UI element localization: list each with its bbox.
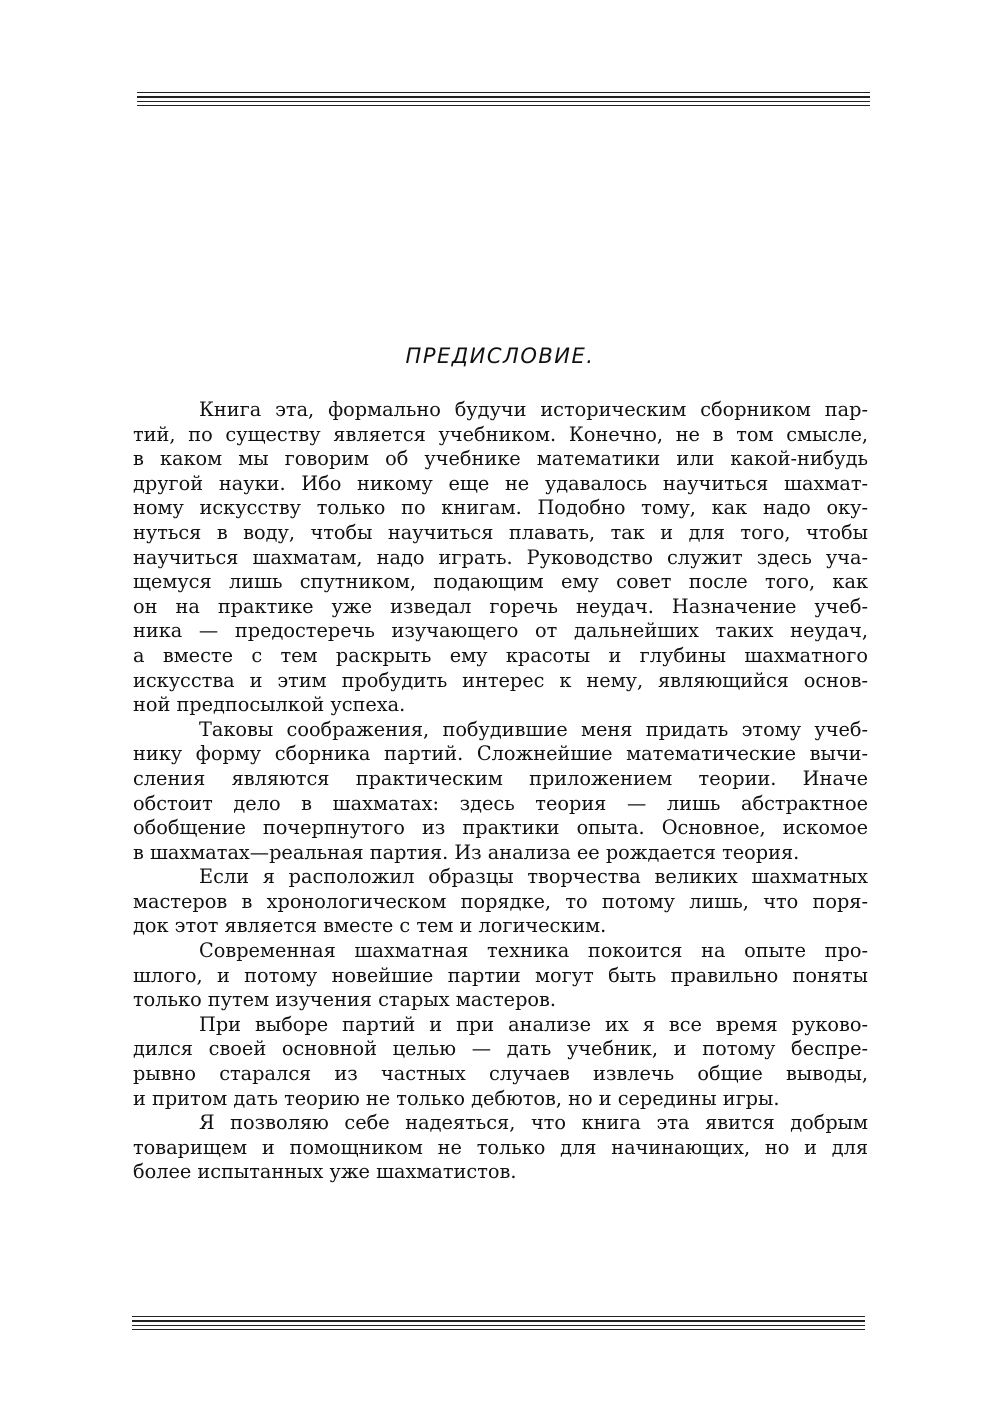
paragraph: [133, 865, 868, 939]
bottom-decorative-rule: [132, 1316, 865, 1333]
text-line: товарищем и помощником не только для начинающих, но и для: [133, 1135, 868, 1159]
text-line: и притом дать теорию не только дебютов, но и середины игры.: [133, 1086, 780, 1110]
text-line: нуться в воду, чтобы научиться плавать, так и для того, чтобы: [133, 520, 868, 544]
rule-line: [132, 1320, 865, 1322]
text-line: тий, по существу является учебником. Конечно, не в том смысле,: [133, 422, 868, 446]
paragraph: [133, 718, 868, 866]
text-line: ному искусству только по книгам. Подобно тому, как надо оку-: [133, 496, 868, 520]
text-line: Книга эта, формально будучи историческим сборником пар-: [199, 398, 868, 421]
text-line: дился своей основной целью — дать учебник, и потому беспре-: [133, 1037, 868, 1061]
text-line: искусства и этим пробудить интерес к нему, являющийся основ-: [133, 668, 868, 692]
text-line: нику форму сборника партий. Сложнейшие математические вычи-: [133, 742, 868, 766]
text-line: ника — предостеречь изучающего от дальнейших таких неудач,: [133, 619, 868, 643]
text-line: ной предпосылкой успеха.: [133, 693, 406, 717]
text-line: шлого, и потому новейшие партии могут быть правильно поняты: [133, 963, 868, 987]
top-decorative-rule: [137, 92, 870, 109]
text-line: обобщение почерпнутого из практики опыта. Основное, искомое: [133, 816, 868, 840]
text-line: обстоит дело в шахматах: здесь теория — лишь абстрактное: [133, 791, 868, 815]
page-title: ПРЕДИСЛОВИЕ.: [405, 344, 595, 368]
text-line: а вместе с тем раскрыть ему красоты и глубины шахматного: [133, 643, 868, 667]
rule-line: [132, 1325, 865, 1326]
text-line: более испытанных уже шахматистов.: [133, 1160, 517, 1184]
paragraph: [133, 1013, 868, 1111]
text-line: При выборе партий и при анализе их я все время руково-: [199, 1012, 868, 1036]
text-line: научиться шахматам, надо играть. Руководство служит здесь уча-: [133, 545, 868, 569]
rule-line: [137, 105, 870, 106]
rule-line: [137, 96, 870, 98]
text-line: щемуся лишь спутником, подающим ему совет после того, как: [133, 570, 868, 594]
text-line: Современная шахматная техника покоится на опыте про-: [199, 939, 868, 963]
text-line: в каком мы говорим об учебнике математики или какой-нибудь: [133, 447, 868, 471]
text-line: сления являются практическим приложением теории. Иначе: [133, 766, 868, 790]
text-line: только путем изучения старых мастеров.: [133, 988, 557, 1012]
paragraph: [133, 939, 868, 1013]
text-line: Если я расположил образцы творчества великих шахматных: [199, 865, 868, 889]
paragraph: [133, 1111, 868, 1185]
text-line: мастеров в хронологическом порядке, то потому лишь, что поря-: [133, 889, 868, 913]
rule-line: [137, 92, 870, 93]
paragraph: [133, 398, 868, 718]
rule-line: [137, 101, 870, 102]
text-line: Таковы соображения, побудившие меня придать этому учеб-: [199, 717, 868, 741]
preface-body: [133, 398, 868, 1185]
text-line: он на практике уже изведал горечь неудач. Назначение учеб-: [133, 594, 868, 618]
rule-line: [132, 1329, 865, 1330]
text-line: рывно старался из частных случаев извлечь общие выводы,: [133, 1062, 868, 1086]
text-line: док этот является вместе с тем и логическим.: [133, 914, 607, 938]
text-line: в шахматах—реальная партия. Из анализа ее рождается теория.: [133, 840, 800, 864]
text-line: другой науки. Ибо никому еще не удавалось научиться шахмат-: [133, 471, 868, 495]
text-line: Я позволяю себе надеяться, что книга эта явится добрым: [199, 1111, 868, 1135]
rule-line: [132, 1316, 865, 1317]
